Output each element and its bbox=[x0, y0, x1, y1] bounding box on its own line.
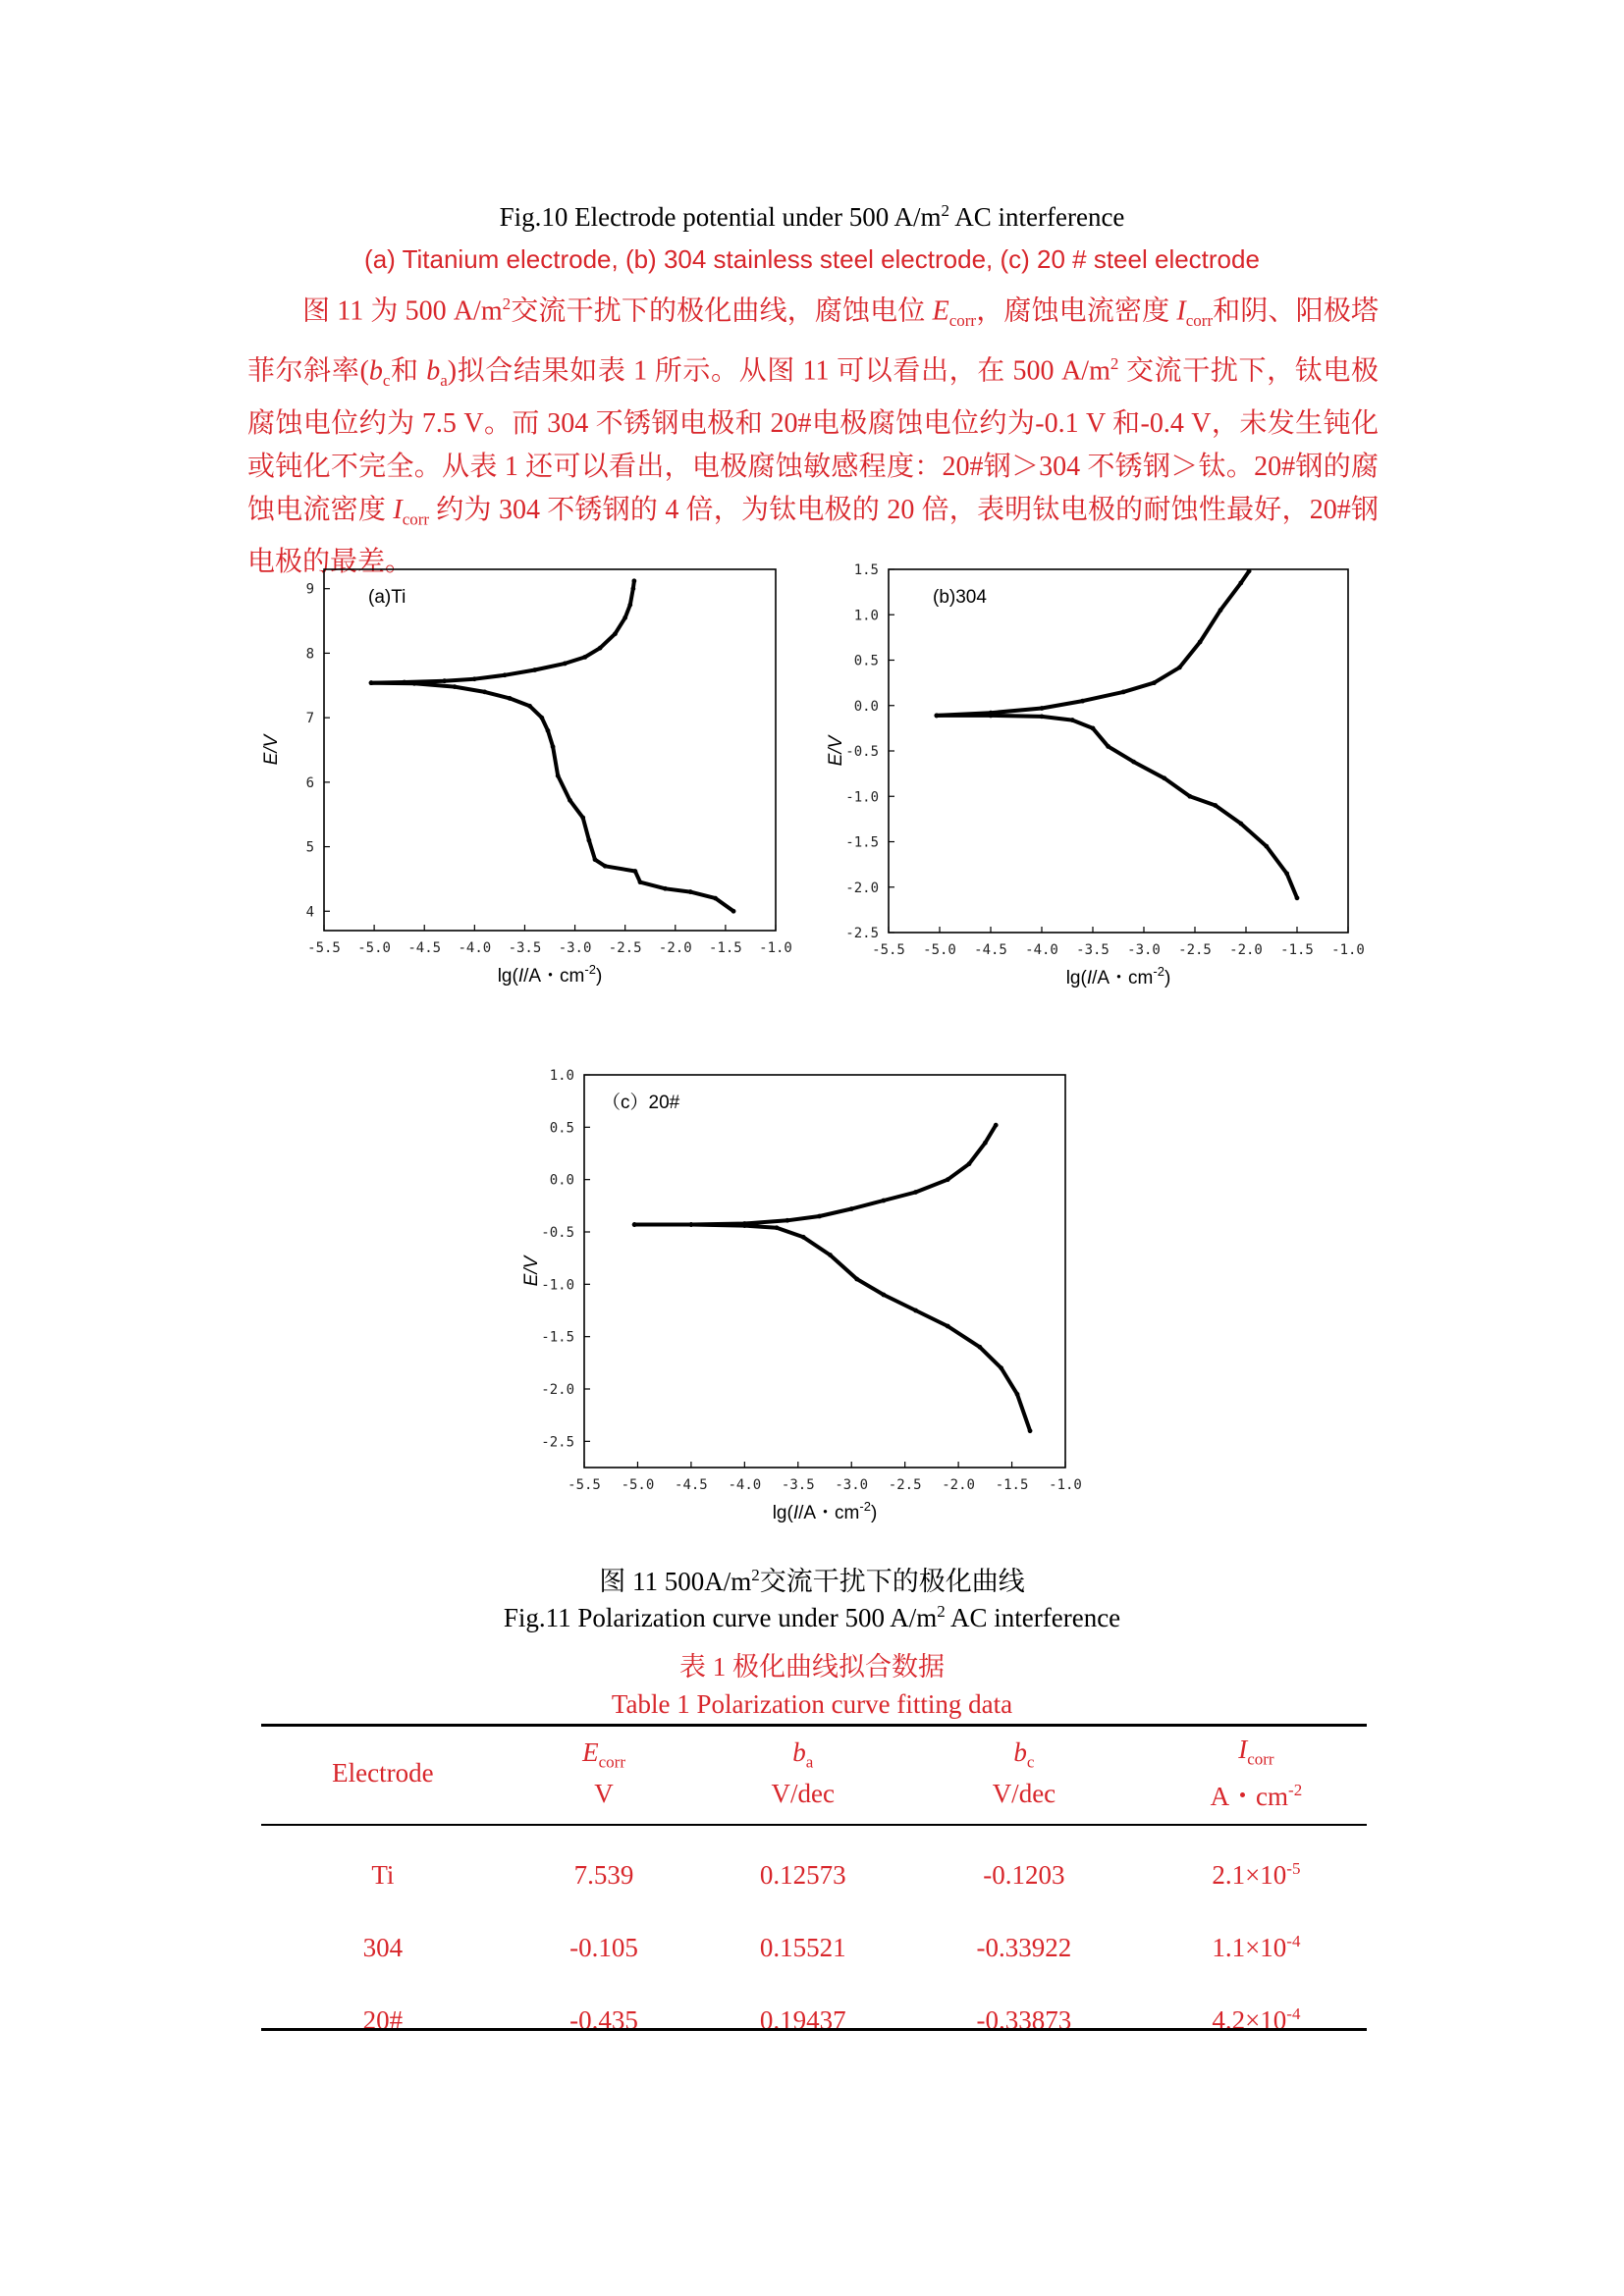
x-tick-label: -2.0 bbox=[658, 940, 692, 956]
data-point bbox=[613, 631, 618, 636]
data-point bbox=[801, 1235, 806, 1240]
cell-ba: 0.12573 bbox=[759, 1859, 846, 1890]
header-bc: $b_c$ V/dec bbox=[902, 1726, 1146, 1825]
cell-icorr: $1.1\times 10^{-4}$ bbox=[1212, 1932, 1301, 1963]
data-point bbox=[632, 1222, 637, 1227]
cell-ecorr: -0.105 bbox=[569, 1932, 638, 1962]
x-tick-label: -2.5 bbox=[1178, 942, 1212, 958]
data-point bbox=[1247, 568, 1252, 573]
data-point bbox=[1218, 608, 1223, 613]
x-tick-label: -4.5 bbox=[675, 1477, 708, 1493]
data-point bbox=[967, 1161, 972, 1166]
data-point bbox=[503, 672, 508, 677]
table-header-row bbox=[261, 1726, 1367, 1825]
x-tick-label: -1.5 bbox=[1280, 942, 1314, 958]
cell-electrode: Ti bbox=[371, 1859, 395, 1890]
table-row bbox=[261, 1984, 1367, 2056]
data-point bbox=[632, 869, 637, 874]
x-tick-label: -5.0 bbox=[621, 1477, 655, 1493]
y-tick-label: 5 bbox=[305, 839, 314, 856]
data-point bbox=[1121, 689, 1126, 694]
data-point bbox=[586, 838, 591, 843]
data-point bbox=[775, 1225, 780, 1230]
data-point bbox=[849, 1206, 854, 1211]
data-point bbox=[1015, 1392, 1020, 1397]
x-tick-label: -4.0 bbox=[458, 940, 492, 956]
data-point bbox=[1187, 794, 1192, 799]
y-tick-label: -0.5 bbox=[541, 1225, 574, 1241]
x-tick-label: -5.5 bbox=[872, 942, 905, 958]
data-point bbox=[1080, 699, 1085, 704]
data-point bbox=[1295, 895, 1300, 900]
x-tick-label: -5.0 bbox=[357, 940, 391, 956]
data-point bbox=[598, 646, 603, 651]
x-tick-label: -4.5 bbox=[974, 942, 1007, 958]
x-tick-label: -3.5 bbox=[781, 1477, 815, 1493]
x-tick-label: -3.5 bbox=[1076, 942, 1110, 958]
data-point bbox=[713, 896, 718, 901]
series-anodic-line bbox=[634, 1125, 996, 1224]
data-point bbox=[482, 689, 487, 694]
data-point bbox=[934, 714, 939, 719]
table-row bbox=[261, 1911, 1367, 1984]
data-point bbox=[913, 1190, 918, 1195]
x-axis-label: lg(I/A・$cm^{-2}$) bbox=[772, 1499, 878, 1523]
chart-c-svg bbox=[511, 1065, 1100, 1526]
data-point bbox=[508, 696, 513, 701]
data-point bbox=[568, 798, 572, 803]
data-point bbox=[452, 684, 457, 689]
data-point bbox=[688, 889, 693, 894]
cell-ecorr: 7.539 bbox=[573, 1859, 634, 1890]
data-point bbox=[369, 680, 374, 685]
fig10-caption: Fig.10 Electrode potential under 500 $A/m^2$ AC interference bbox=[499, 201, 1125, 232]
data-point bbox=[946, 1177, 950, 1182]
y-tick-label: -1.0 bbox=[845, 789, 879, 806]
data-point bbox=[881, 1293, 886, 1298]
y-tick-label: -0.5 bbox=[845, 744, 879, 760]
y-axis-label: E/V bbox=[826, 735, 846, 767]
panel-label: （c）20# bbox=[602, 1093, 680, 1113]
data-point bbox=[854, 1277, 859, 1282]
data-point bbox=[532, 667, 537, 672]
data-point bbox=[742, 1223, 747, 1228]
y-tick-label: -2.0 bbox=[845, 880, 879, 896]
series-cathodic-line bbox=[371, 683, 733, 912]
header-icorr: $I_{corr}$ A・$cm^{-2}$ bbox=[1146, 1726, 1367, 1825]
y-tick-label: 9 bbox=[305, 581, 314, 598]
data-point bbox=[983, 1141, 988, 1146]
chart-a-titanium bbox=[261, 560, 815, 1001]
data-point bbox=[556, 774, 561, 778]
panel-label: (a)Ti bbox=[368, 587, 406, 608]
cell-bc: -0.33922 bbox=[976, 1932, 1072, 1962]
body-paragraph: 图 11 为 500 $A/m^2$交流干扰下的极化曲线，腐蚀电位 $E_{corr}$，腐蚀电流密度 $I_{corr}$和阴、阳极塔菲尔斜率($b_c$和 $b_a$)拟合结果如表 1 所示。从图 11 可以看出，在 500 $A/m^2$ 交流干扰下，钛电极腐蚀电位约为 7.5 V。而 304 不锈钢电极和 20#电极腐蚀电位约为-0.1 V 和-0.4 V，未发生钝化或钝化不完全。从表 1 还可以看出，电极腐蚀敏感程度：20#钢＞304 不锈钢＞钛。20#钢的腐蚀电流密度 $I_{corr}$ 约为 304 不锈钢的 4 倍，为钛电极的 20 倍，表明钛电极的耐蚀性最好，20#钢电极的最差。 bbox=[247, 294, 1379, 578]
data-point bbox=[1162, 775, 1166, 780]
data-point bbox=[977, 1345, 982, 1350]
data-point bbox=[1106, 744, 1110, 749]
data-point bbox=[1040, 706, 1045, 711]
header-electrode: Electrode bbox=[261, 1726, 505, 1825]
x-axis-label: lg(I/A・$cm^{-2}$) bbox=[497, 962, 603, 987]
y-tick-label: 4 bbox=[305, 904, 314, 921]
data-point bbox=[1213, 803, 1218, 808]
y-tick-label: 7 bbox=[305, 711, 314, 727]
y-tick-label: 1.5 bbox=[853, 562, 879, 578]
x-axis-label: lg(I/A・$cm^{-2}$) bbox=[1065, 964, 1171, 988]
cell-icorr: $2.1\times 10^{-5}$ bbox=[1212, 1859, 1301, 1891]
cell-bc: -0.33873 bbox=[976, 2004, 1072, 2035]
chart-b-304 bbox=[815, 560, 1365, 1011]
data-point bbox=[1028, 1428, 1033, 1433]
x-tick-label: -3.0 bbox=[1127, 942, 1161, 958]
x-tick-label: -4.0 bbox=[1025, 942, 1058, 958]
data-point bbox=[630, 586, 635, 591]
data-point bbox=[989, 714, 994, 719]
data-point bbox=[627, 603, 632, 608]
fitting-table bbox=[261, 1726, 1367, 2056]
data-point bbox=[1264, 844, 1269, 849]
chart-a-svg bbox=[261, 560, 815, 1001]
data-point bbox=[994, 1123, 999, 1128]
x-tick-label: -2.5 bbox=[608, 940, 642, 956]
data-point bbox=[785, 1218, 789, 1223]
cell-bc: -0.1203 bbox=[983, 1859, 1065, 1890]
cell-icorr: $4.2\times 10^{-4}$ bbox=[1212, 2004, 1301, 2036]
y-tick-label: -1.0 bbox=[541, 1277, 574, 1294]
x-tick-label: -1.5 bbox=[709, 940, 742, 956]
y-tick-label: -1.5 bbox=[541, 1329, 574, 1346]
data-point bbox=[1091, 725, 1096, 730]
cell-electrode: 304 bbox=[362, 1932, 404, 1962]
x-tick-label: -5.5 bbox=[307, 940, 341, 956]
x-tick-label: -1.5 bbox=[995, 1477, 1029, 1493]
fig11-caption-en: Fig.11 Polarization curve under 500 $A/m^2$ AC interference bbox=[503, 1602, 1121, 1632]
x-tick-label: -4.5 bbox=[407, 940, 442, 956]
panel-label: (b)304 bbox=[933, 587, 987, 608]
y-tick-label: -1.5 bbox=[845, 834, 879, 851]
x-tick-label: -1.0 bbox=[1049, 1477, 1082, 1493]
data-point bbox=[580, 816, 585, 821]
data-point bbox=[817, 1214, 822, 1219]
header-ba: $b_a$ V/dec bbox=[703, 1726, 902, 1825]
data-point bbox=[1177, 666, 1182, 670]
cell-ba: 0.15521 bbox=[759, 1932, 846, 1962]
data-point bbox=[631, 578, 636, 583]
cell-ecorr: -0.435 bbox=[569, 2004, 638, 2035]
data-point bbox=[582, 655, 587, 660]
y-tick-label: 1.0 bbox=[853, 608, 879, 624]
series-anodic-line bbox=[371, 581, 634, 683]
y-tick-label: 0.0 bbox=[853, 698, 879, 715]
data-point bbox=[663, 886, 668, 891]
data-point bbox=[1152, 680, 1157, 685]
cell-electrode: 20# bbox=[362, 2004, 404, 2035]
plot-frame bbox=[584, 1075, 1065, 1468]
header-ecorr: $E_{corr}$ V bbox=[505, 1726, 704, 1825]
x-tick-label: -3.0 bbox=[835, 1477, 869, 1493]
data-point bbox=[539, 716, 544, 721]
y-tick-label: -2.0 bbox=[541, 1382, 574, 1398]
x-tick-label: -3.5 bbox=[508, 940, 542, 956]
y-tick-label: -2.5 bbox=[541, 1434, 574, 1451]
x-tick-label: -5.0 bbox=[923, 942, 956, 958]
data-point bbox=[881, 1199, 886, 1203]
data-point bbox=[1070, 718, 1075, 722]
series-cathodic-line bbox=[937, 716, 1297, 898]
x-tick-label: -2.0 bbox=[942, 1477, 975, 1493]
data-point bbox=[527, 704, 532, 709]
x-tick-label: -2.5 bbox=[888, 1477, 922, 1493]
plot-frame bbox=[324, 569, 776, 931]
fig11-caption-cn: 图 11 $500A/m^2$交流干扰下的极化曲线 bbox=[599, 1566, 1025, 1596]
data-point bbox=[412, 681, 417, 686]
table-title-en: Table 1 Polarization curve fitting data bbox=[611, 1689, 1013, 1719]
data-point bbox=[442, 678, 447, 683]
x-tick-label: -3.0 bbox=[558, 940, 592, 956]
data-point bbox=[472, 676, 477, 681]
data-point bbox=[563, 662, 568, 667]
x-tick-label: -5.5 bbox=[568, 1477, 601, 1493]
data-point bbox=[623, 615, 627, 620]
data-point bbox=[913, 1308, 918, 1313]
y-axis-label: E/V bbox=[261, 734, 282, 766]
y-tick-label: 0.0 bbox=[549, 1172, 574, 1189]
data-point bbox=[1284, 871, 1289, 876]
chart-b-svg bbox=[815, 560, 1365, 1011]
data-point bbox=[946, 1324, 950, 1329]
y-tick-label: -2.5 bbox=[845, 926, 879, 941]
data-point bbox=[828, 1253, 833, 1257]
table-title-cn: 表 1 极化曲线拟合数据 bbox=[679, 1652, 945, 1682]
data-point bbox=[1238, 580, 1243, 585]
data-point bbox=[1131, 760, 1136, 765]
y-tick-label: 8 bbox=[305, 646, 314, 663]
data-point bbox=[688, 1222, 693, 1227]
data-point bbox=[638, 880, 643, 884]
x-tick-label: -4.0 bbox=[728, 1477, 762, 1493]
data-point bbox=[546, 728, 551, 733]
data-point bbox=[999, 1365, 1003, 1370]
cell-ba: 0.19437 bbox=[759, 2004, 846, 2035]
y-tick-label: 6 bbox=[305, 774, 314, 791]
data-point bbox=[551, 744, 556, 749]
table-row bbox=[261, 1825, 1367, 1911]
data-point bbox=[1040, 714, 1045, 719]
data-point bbox=[1238, 822, 1243, 827]
x-tick-label: -2.0 bbox=[1229, 942, 1263, 958]
y-tick-label: 1.0 bbox=[549, 1068, 574, 1084]
x-tick-label: -1.0 bbox=[759, 940, 792, 956]
y-axis-label: E/V bbox=[521, 1255, 542, 1287]
y-tick-label: 0.5 bbox=[549, 1120, 574, 1137]
data-point bbox=[603, 864, 608, 869]
chart-c-20steel bbox=[511, 1065, 1100, 1526]
fig10-subcaption: (a) Titanium electrode, (b) 304 stainless steel electrode, (c) 20 # steel electrode bbox=[364, 244, 1260, 274]
table-bottom-rule bbox=[261, 2028, 1367, 2031]
x-tick-label: -1.0 bbox=[1331, 942, 1365, 958]
data-point bbox=[1198, 640, 1203, 645]
data-point bbox=[731, 909, 736, 914]
data-point bbox=[593, 857, 598, 862]
y-tick-label: 0.5 bbox=[853, 653, 879, 669]
